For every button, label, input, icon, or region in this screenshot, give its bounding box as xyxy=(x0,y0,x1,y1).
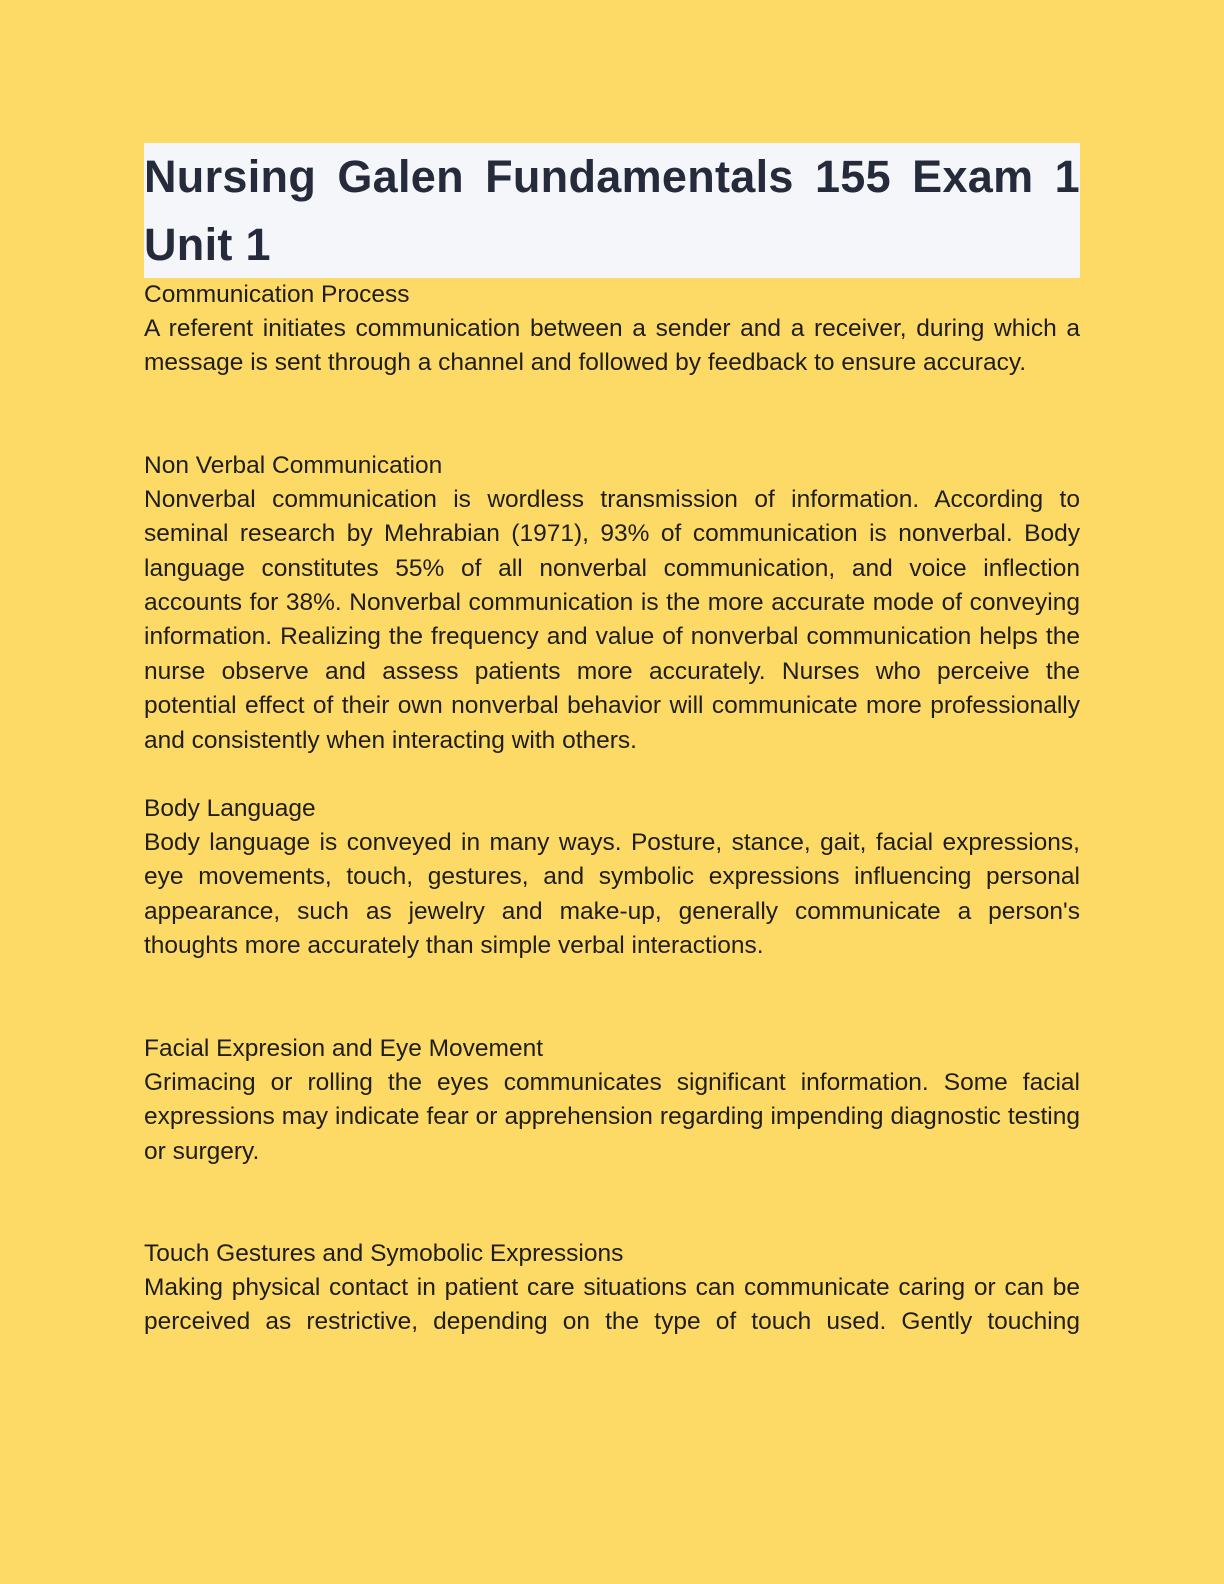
spacer xyxy=(144,1169,1080,1237)
section-body-language xyxy=(144,792,1080,964)
spacer xyxy=(144,381,1080,449)
title-banner xyxy=(144,143,1080,278)
section-facial-expression xyxy=(144,1032,1080,1169)
section-touch-gestures xyxy=(144,1237,1080,1340)
section-body: Body language is conveyed in many ways. Posture, stance, gait, facial expressions, eye movements, touch, gestures, and symbolic expressions influencing personal appearance, such as jewelry and make-up, generally communicate a person's thoughts more accurately than simple verbal interactions. xyxy=(144,829,1080,960)
section-body: Making physical contact in patient care situations can communicate caring or can be perceived as restrictive, depending on the type of touch used. Gently touching xyxy=(144,1273,1080,1336)
section-heading: Facial Expresion and Eye Movement xyxy=(144,1034,543,1062)
spacer xyxy=(144,758,1080,792)
section-heading: Communication Process xyxy=(144,281,410,308)
section-heading: Touch Gestures and Symobolic Expressions xyxy=(144,1239,624,1267)
section-body: Grimacing or rolling the eyes communicates significant information. Some facial expressions may indicate fear or apprehension regarding impending diagnostic testing or surgery. xyxy=(144,1068,1080,1165)
spacer xyxy=(144,964,1080,1032)
document-page xyxy=(144,143,1080,1340)
section-heading: Non Verbal Communication xyxy=(144,451,443,479)
section-non-verbal-communication xyxy=(144,449,1080,758)
section-body: A referent initiates communication between a sender and a receiver, during which a message is sent through a channel and followed by feedback to ensure accuracy. xyxy=(144,315,1080,377)
section-communication-process xyxy=(144,278,1080,381)
document-title: Nursing Galen Fundamentals 155 Exam 1 Unit 1 xyxy=(144,151,1080,270)
section-body: Nonverbal communication is wordless transmission of information. According to seminal research by Mehrabian (1971), 93% of communication is nonverbal. Body language constitutes 55% of all nonverbal communication, and voice inflection accounts for 38%. Nonverbal communication is the more accurate mode of conveying information. Realizing the frequency and value of nonverbal communication helps the nurse observe and assess patients more accurately. Nurses who perceive the potential effect of their own nonverbal behavior will communicate more professionally and consistently when interacting with others. xyxy=(144,485,1080,754)
section-heading: Body Language xyxy=(144,795,316,823)
